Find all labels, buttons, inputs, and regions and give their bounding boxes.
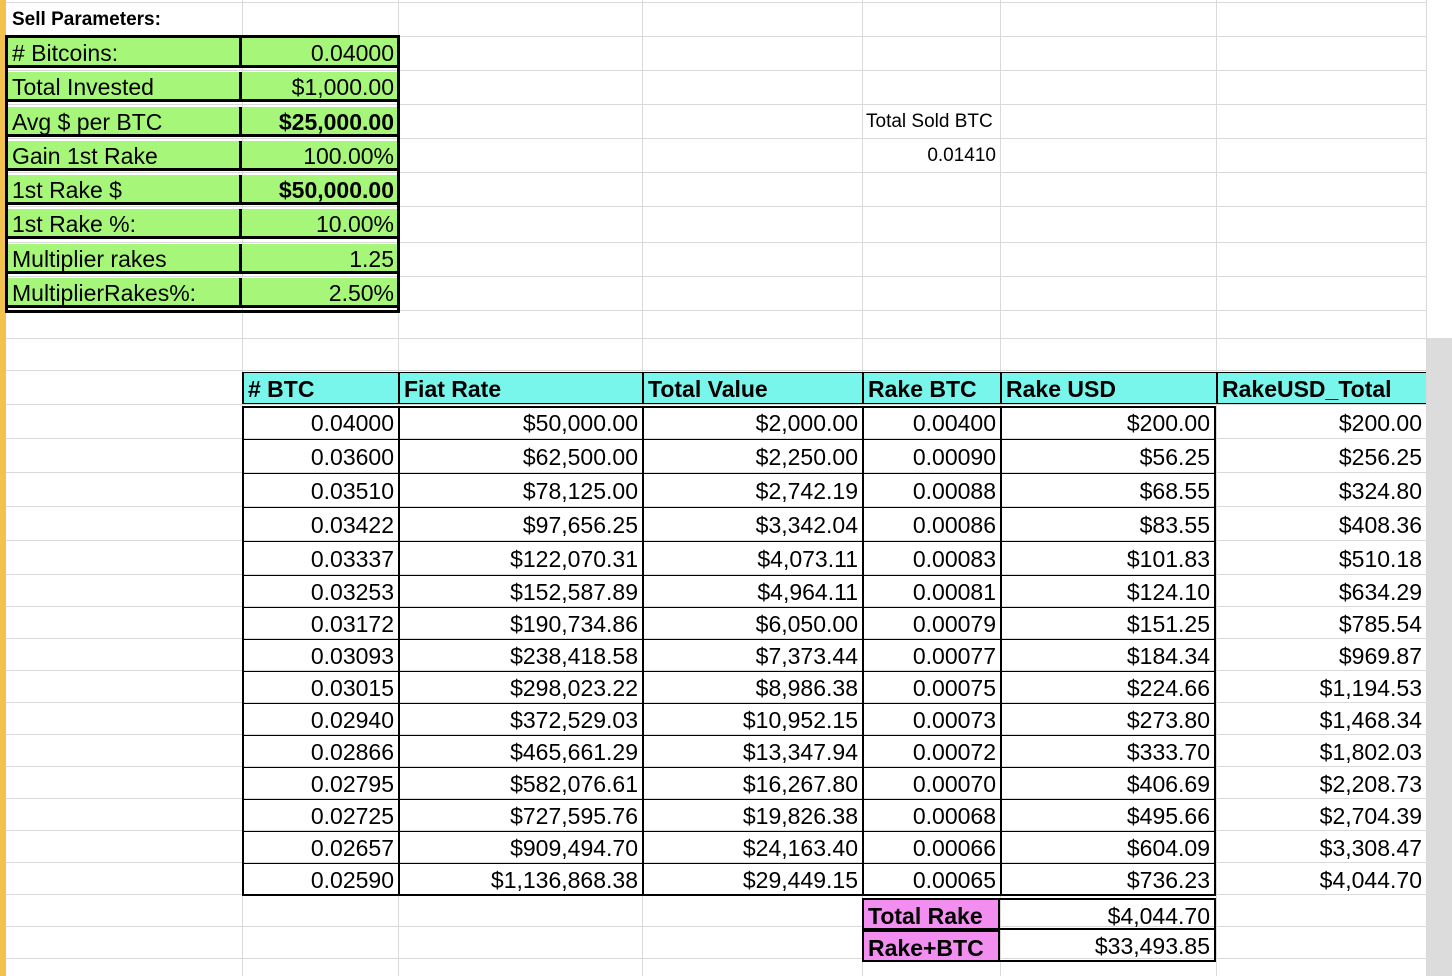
table-cell[interactable]: $6,050.00: [642, 608, 862, 640]
param-label[interactable]: 1st Rake $: [8, 175, 242, 205]
table-cell[interactable]: $2,000.00: [642, 406, 862, 440]
table-cell[interactable]: $1,468.34: [1319, 707, 1422, 733]
rake-btc-value[interactable]: $33,493.85: [1000, 930, 1216, 962]
table-cell[interactable]: $1,194.53: [1319, 675, 1422, 701]
table-cell[interactable]: 0.02590: [242, 864, 398, 896]
table-cell[interactable]: $19,826.38: [642, 800, 862, 832]
table-cell[interactable]: $465,661.29: [398, 736, 642, 768]
table-cell[interactable]: $62,500.00: [398, 440, 642, 474]
table-cell[interactable]: $29,449.15: [642, 864, 862, 896]
table-cell[interactable]: 0.00077: [862, 640, 1000, 672]
table-cell[interactable]: $634.29: [1338, 579, 1422, 605]
param-value[interactable]: $1,000.00: [242, 72, 398, 102]
table-cell[interactable]: $50,000.00: [398, 406, 642, 440]
sell-parameters-title[interactable]: Sell Parameters:: [12, 9, 161, 30]
table-cell[interactable]: $7,373.44: [642, 640, 862, 672]
table-cell[interactable]: $97,656.25: [398, 508, 642, 542]
table-cell[interactable]: 0.00073: [862, 704, 1000, 736]
gridline-horizontal: [6, 338, 1426, 339]
table-cell[interactable]: 0.02940: [242, 704, 398, 736]
column-header[interactable]: RakeUSD_Total: [1216, 372, 1426, 404]
total-rake-label[interactable]: Total Rake: [862, 898, 1000, 930]
param-value[interactable]: 0.04000: [242, 38, 398, 68]
table-cell[interactable]: 0.03510: [242, 474, 398, 508]
table-cell[interactable]: 0.03337: [242, 542, 398, 576]
table-cell[interactable]: $24,163.40: [642, 832, 862, 864]
table-cell[interactable]: $909,494.70: [398, 832, 642, 864]
table-cell[interactable]: $151.25: [1000, 608, 1216, 640]
table-cell[interactable]: 0.00068: [862, 800, 1000, 832]
table-cell[interactable]: $1,802.03: [1319, 739, 1422, 765]
table-cell[interactable]: $408.36: [1338, 512, 1422, 538]
table-cell[interactable]: $13,347.94: [642, 736, 862, 768]
total-sold-label[interactable]: Total Sold BTC: [866, 111, 993, 132]
param-label[interactable]: 1st Rake %:: [8, 209, 242, 239]
table-cell[interactable]: $4,964.11: [642, 576, 862, 608]
table-cell[interactable]: 0.02657: [242, 832, 398, 864]
table-cell[interactable]: $2,250.00: [642, 440, 862, 474]
table-cell[interactable]: $372,529.03: [398, 704, 642, 736]
table-cell[interactable]: $495.66: [1000, 800, 1216, 832]
table-cell[interactable]: 0.02866: [242, 736, 398, 768]
table-cell[interactable]: 0.00400: [862, 406, 1000, 440]
table-cell[interactable]: 0.03253: [242, 576, 398, 608]
param-value[interactable]: 100.00%: [242, 141, 398, 171]
column-header[interactable]: Rake BTC: [862, 372, 1000, 404]
table-cell[interactable]: $101.83: [1000, 542, 1216, 576]
column-header[interactable]: Fiat Rate: [398, 372, 642, 404]
table-cell[interactable]: $2,208.73: [1319, 771, 1422, 797]
table-cell[interactable]: 0.00081: [862, 576, 1000, 608]
table-cell[interactable]: 0.03172: [242, 608, 398, 640]
gridline-horizontal: [6, 2, 1426, 3]
table-cell[interactable]: $3,342.04: [642, 508, 862, 542]
table-cell[interactable]: 0.00088: [862, 474, 1000, 508]
column-header[interactable]: Rake USD: [1000, 372, 1216, 404]
table-cell[interactable]: $124.10: [1000, 576, 1216, 608]
table-cell[interactable]: 0.02725: [242, 800, 398, 832]
param-value[interactable]: 10.00%: [242, 209, 398, 239]
table-cell[interactable]: $8,986.38: [642, 672, 862, 704]
table-cell[interactable]: 0.00065: [862, 864, 1000, 896]
table-cell[interactable]: $68.55: [1000, 474, 1216, 508]
table-cell[interactable]: $2,704.39: [1319, 803, 1422, 829]
sell-parameters-box: [5, 35, 400, 313]
column-header[interactable]: Total Value: [642, 372, 862, 404]
table-cell[interactable]: $78,125.00: [398, 474, 642, 508]
table-cell[interactable]: 0.00070: [862, 768, 1000, 800]
param-label[interactable]: Total Invested: [8, 72, 242, 102]
param-value[interactable]: 1.25: [242, 244, 398, 274]
table-cell[interactable]: $200.00: [1000, 406, 1216, 440]
table-cell[interactable]: 0.03015: [242, 672, 398, 704]
table-cell[interactable]: 0.03093: [242, 640, 398, 672]
table-cell[interactable]: $184.34: [1000, 640, 1216, 672]
param-label[interactable]: # Bitcoins:: [8, 38, 242, 68]
table-cell[interactable]: $736.23: [1000, 864, 1216, 896]
column-header[interactable]: # BTC: [242, 372, 398, 404]
param-label[interactable]: Gain 1st Rake: [8, 141, 242, 171]
table-cell[interactable]: $10,952.15: [642, 704, 862, 736]
total-rake-value[interactable]: $4,044.70: [1000, 898, 1216, 930]
table-cell[interactable]: 0.00072: [862, 736, 1000, 768]
table-cell[interactable]: 0.03422: [242, 508, 398, 542]
table-cell[interactable]: $256.25: [1338, 444, 1422, 470]
table-cell[interactable]: $4,044.70: [1319, 867, 1422, 893]
param-value[interactable]: 2.50%: [242, 278, 398, 308]
table-cell[interactable]: $273.80: [1000, 704, 1216, 736]
table-cell[interactable]: $1,136,868.38: [398, 864, 642, 896]
table-cell[interactable]: $16,267.80: [642, 768, 862, 800]
table-cell[interactable]: 0.03600: [242, 440, 398, 474]
table-cell[interactable]: $406.69: [1000, 768, 1216, 800]
table-cell[interactable]: 0.00090: [862, 440, 1000, 474]
table-cell[interactable]: $200.00: [1338, 410, 1422, 436]
table-cell[interactable]: 0.00083: [862, 542, 1000, 576]
param-label[interactable]: MultiplierRakes%:: [8, 278, 242, 308]
table-cell[interactable]: 0.00075: [862, 672, 1000, 704]
total-sold-value[interactable]: 0.01410: [927, 145, 996, 166]
table-cell[interactable]: 0.00086: [862, 508, 1000, 542]
table-cell[interactable]: $969.87: [1338, 643, 1422, 669]
table-cell[interactable]: $190,734.86: [398, 608, 642, 640]
table-cell[interactable]: $2,742.19: [642, 474, 862, 508]
table-cell[interactable]: $3,308.47: [1319, 835, 1422, 861]
table-cell[interactable]: 0.04000: [242, 406, 398, 440]
gridline-horizontal: [6, 404, 1426, 405]
table-cell[interactable]: $298,023.22: [398, 672, 642, 704]
table-cell[interactable]: $324.80: [1338, 478, 1422, 504]
table-cell[interactable]: $785.54: [1338, 611, 1422, 637]
table-cell[interactable]: $122,070.31: [398, 542, 642, 576]
gridline-vertical: [1426, 0, 1427, 976]
table-cell[interactable]: $727,595.76: [398, 800, 642, 832]
table-cell[interactable]: $83.55: [1000, 508, 1216, 542]
table-cell[interactable]: 0.00066: [862, 832, 1000, 864]
sheet-right-gutter: [1426, 338, 1452, 976]
table-cell[interactable]: 0.02795: [242, 768, 398, 800]
param-label[interactable]: Avg $ per BTC: [8, 107, 242, 137]
table-cell[interactable]: $4,073.11: [642, 542, 862, 576]
param-value[interactable]: $25,000.00: [242, 107, 398, 137]
param-label[interactable]: Multiplier rakes: [8, 244, 242, 274]
table-cell[interactable]: $152,587.89: [398, 576, 642, 608]
param-value[interactable]: $50,000.00: [242, 175, 398, 205]
table-cell[interactable]: $333.70: [1000, 736, 1216, 768]
table-cell[interactable]: $604.09: [1000, 832, 1216, 864]
table-cell[interactable]: 0.00079: [862, 608, 1000, 640]
rake-btc-label[interactable]: Rake+BTC: [862, 930, 1000, 962]
table-cell[interactable]: $510.18: [1338, 546, 1422, 572]
table-cell[interactable]: $582,076.61: [398, 768, 642, 800]
table-cell[interactable]: $56.25: [1000, 440, 1216, 474]
gridline-horizontal: [6, 370, 1426, 371]
table-cell[interactable]: $224.66: [1000, 672, 1216, 704]
table-cell[interactable]: $238,418.58: [398, 640, 642, 672]
